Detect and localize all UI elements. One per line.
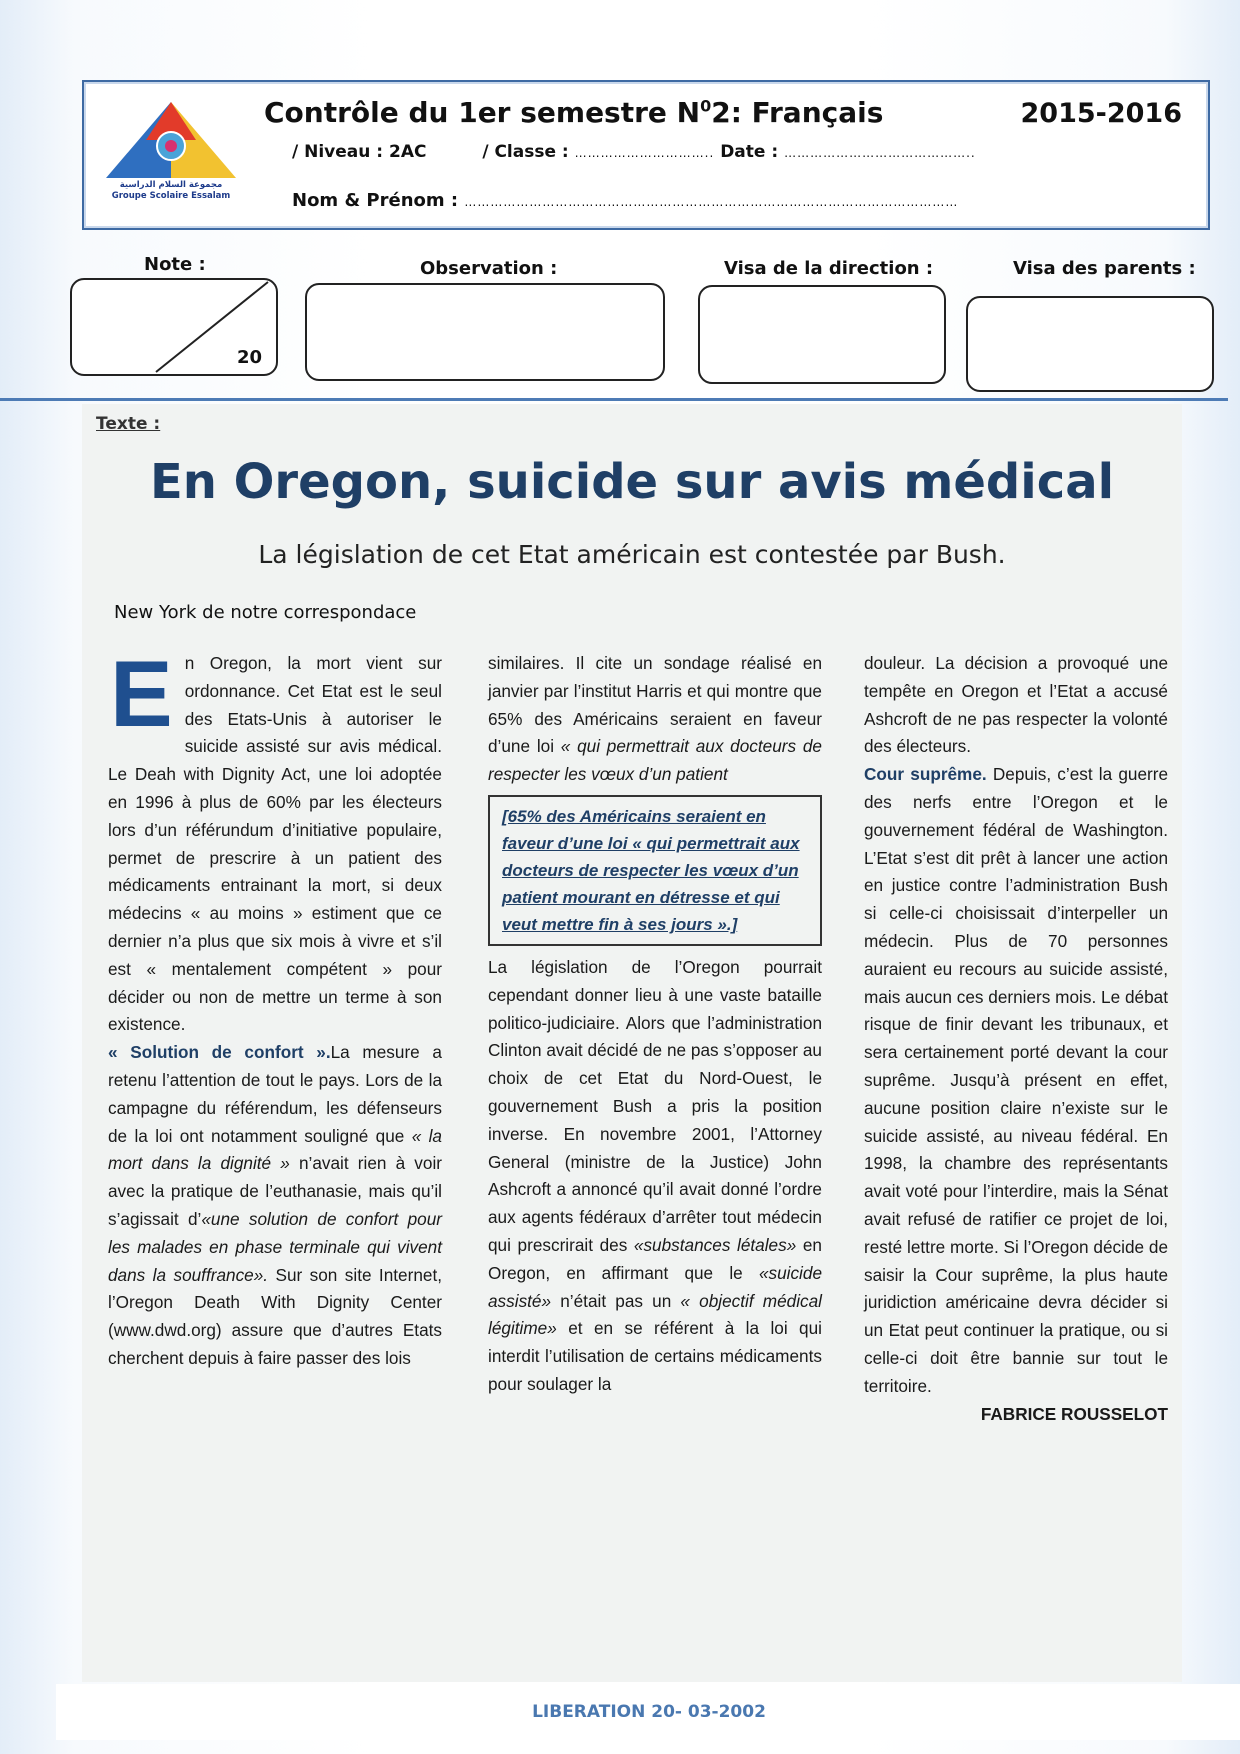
article-title: En Oregon, suicide sur avis médical: [149, 454, 1115, 510]
drop-cap: E: [110, 641, 173, 746]
observation-label: Observation :: [420, 258, 558, 279]
school-year: 2015-2016: [1020, 98, 1182, 129]
logo-caption: مجموعة السلام الدراسية Groupe Scolaire Essalam: [111, 180, 231, 201]
niveau-label: / Niveau : 2AC: [292, 142, 427, 162]
classe-field[interactable]: …………………………..: [574, 146, 715, 160]
source-footer: LIBERATION 20- 03-2002: [56, 1684, 1240, 1740]
nom-field[interactable]: ……………………………………………………………………………………………………: [464, 195, 959, 209]
date-label: Date :: [720, 142, 779, 162]
article-subtitle: La législation de cet Etat américain est contestée par Bush.: [258, 540, 1006, 569]
article-author: FABRICE ROUSSELOT: [980, 1403, 1168, 1424]
info-line: [292, 142, 976, 162]
nom-label: Nom & Prénom :: [292, 190, 459, 211]
article-column-1: En Oregon, la mort vient sur ordonnance. Cet Etat est le seul des Etats-Unis à autoriser le suicide assisté sur avis médical. Le Deah with Dignity Act, une loi adoptée en 1996 à plus de 60% par les électeurs lors d’un référundum d’initiative populaire, permet de prescrire à un patient des médicaments entrainant la mort, si deux médecins « au moins » estiment que ce dernier n’a plus que six mois à vivre et s’il est « mentalement compétent » pour décider ou non de mettre un terme à son existence. « Solution de confort ».La mesure a retenu l’attention de tout le pays. Lors de la campagne du référendum, les défenseurs de la loi ont notamment souligné que « la mort dans la dignité » n’avait rien à voir avec la pratique de l’euthanasie, mais qu’il s’agissait d’«une solution de confort pour les malades en phase terminale qui vivent dans la souffrance». Sur son site Internet, l’Oregon Death With Dignity Center (www.dwd.org) assure que d’autres Etats cherchent depuis à faire passer des lois: [108, 641, 443, 1368]
article-column-3: douleur. La décision a provoqué une tempête en Oregon et l’Etat a accusé Ashcroft de ne pas respecter la volonté des électeurs. Cour suprême. Depuis, c’est la guerre des nerfs entre l’Oregon et le gouvernement fédéral de Washington. L’Etat s’est dit prêt à lancer une action en justice contre l’administration Bush si celle-ci choisissait d’interpeller un médecin. Plus de 70 personnes auraient eu recours au suicide assisté, mais aucun ces derniers mois. Le débat risque de finir devant les tribunaux, et sera certainement porté devant la cour suprême. Jusqu’à présent en effet, aucune position claire n’existe sur le suicide assisté, au niveau fédéral. En 1998, la chambre des représentants avait voté pour l’interdire, mais la Sénat avait refusé de ratifier ce projet de loi, resté lettre morte. Si l’Oregon décide de saisir la Cour suprême, la plus haute juridiction américaine devra décider si un Etat peut continuer la pratique, ou si celle-ci doit être bannie sur tout le territoire. FABRICE ROUSSELOT: [864, 650, 1168, 1428]
name-line: [292, 190, 958, 211]
subheading-cour: Cour suprême.: [864, 764, 987, 785]
note-box[interactable]: [70, 278, 278, 376]
texte-label: Texte :: [96, 414, 161, 434]
separator-line: [0, 398, 1228, 401]
direction-visa-label: Visa de la direction :: [724, 258, 934, 279]
classe-label: / Classe :: [482, 142, 569, 162]
observation-box[interactable]: [305, 283, 665, 381]
subheading-confort: « Solution de confort ».: [108, 1042, 331, 1063]
exam-title: Contrôle du 1er semestre $N^02$: Français: [264, 96, 884, 129]
header-box: [82, 80, 1210, 230]
school-logo: [106, 100, 236, 210]
parents-visa-box[interactable]: [966, 296, 1214, 392]
article-dateline: New York de notre correspondace: [114, 602, 417, 623]
article-scan: [82, 404, 1182, 1682]
parents-visa-label: Visa des parents :: [1013, 258, 1196, 279]
pull-quote: [65% des Américains seraient en faveur d’une loi « qui permettrait aux docteurs de respecter les vœux d’un patient mourant en détresse et qui veut mettre fin à ses jours ».]: [488, 795, 822, 946]
date-field[interactable]: ……………………………………..: [784, 146, 976, 160]
note-max: 20: [236, 347, 262, 368]
direction-visa-box[interactable]: [698, 285, 946, 384]
article-column-2: similaires. Il cite un sondage réalisé en janvier par l’institut Harris et qui montre que 65% des Américains seraient en faveur d’une loi « qui permettrait aux docteurs de respecter les vœux d’un patient [65% des Américains seraient en faveur d’une loi « qui permettrait aux docteurs de respecter les vœux d’un patient mourant en détresse et qui veut mettre fin à ses jours ».] La législation de l’Oregon pourrait cependant donner lieu à une vaste bataille politico-judiciaire. Alors que l’administration Clinton avait décidé de ne pas s’opposer au choix de cet Etat du Nord-Ouest, le gouvernement Bush a pris la position inverse. En novembre 2001, l’Attorney General (ministre de la Justice) John Ashcroft a annoncé qu’il avait donné l’ordre aux agents fédéraux d’arrêter tout médecin qui prescrirait des «substances létales» en Oregon, en affirmant que le «suicide assisté» n’était pas un « objectif médical légitime» et en se référent à la loi qui interdit l’utilisation de certains médicaments pour soulager la: [488, 653, 822, 1394]
note-label: Note :: [144, 254, 206, 275]
